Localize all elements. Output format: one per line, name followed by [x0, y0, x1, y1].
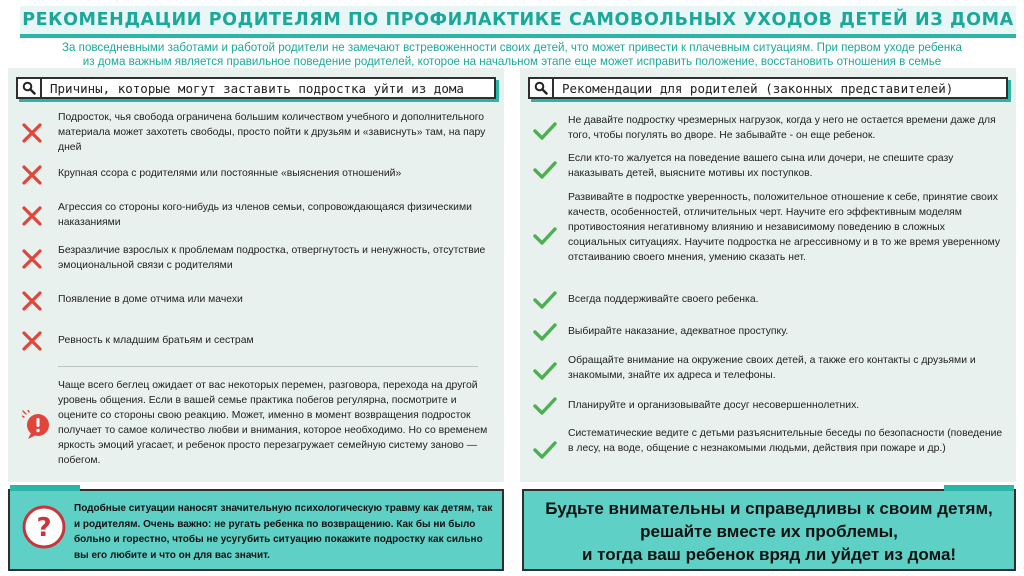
- intro-text: [0, 41, 1024, 68]
- slogan-text: [524, 497, 1014, 566]
- recommendation-text: Если кто-то жалуется на поведение вашего сына или дочери, не спешите сразу наказывать детей, выясните мотивы их поступков.: [568, 153, 954, 179]
- recommendations-panel: [520, 68, 1016, 482]
- svg-text:?: ?: [36, 513, 52, 543]
- check-icon: [533, 396, 557, 416]
- recommendation-text: Систематические ведите с детьми разъяснительные беседы по безопасности (поведение в лесу, на воде, общение с незнакомыми людьми, действия при пожаре и др.): [568, 428, 1003, 454]
- causes-heading: Причины, которые могут заставить подростка уйти из дома: [50, 80, 464, 96]
- recommendation-text: Не давайте подростку чрезмерных нагрузок, когда у него не остается времени даже для того, чтобы погулять во дворе. Не забывайте - он еще ребенок.: [568, 115, 996, 141]
- divider: [58, 366, 478, 367]
- check-icon: [533, 160, 557, 180]
- cross-icon: [21, 164, 43, 186]
- check-icon: [533, 226, 557, 246]
- check-icon: [533, 322, 557, 342]
- check-icon: [533, 361, 557, 381]
- page-title: РЕКОМЕНДАЦИИ РОДИТЕЛЯМ ПО ПРОФИЛАКТИКЕ САМОВОЛЬНЫХ УХОДОВ ДЕТЕЙ ИЗ ДОМА: [22, 10, 1014, 30]
- cause-text: Подросток, чья свобода ограничена большим количеством учебного и дополнительного материала может захотеть свободы, просто пойти к друзьям и «зависнуть» там, на пару дней: [58, 112, 486, 153]
- recommendation-text: Обращайте внимание на окружение своих детей, а также его контакты с друзьями и знакомыми, знайте их адреса и телефоны.: [568, 355, 976, 381]
- causes-panel: [8, 68, 504, 482]
- search-icon: [18, 79, 42, 97]
- cross-icon: [21, 122, 43, 144]
- recommendation-text: Всегда поддерживайте своего ребенка.: [568, 294, 759, 305]
- cause-text: Крупная ссора с родителями или постоянные «выяснения отношений»: [58, 168, 402, 179]
- title-bar: [20, 6, 1016, 38]
- slogan-line-3: и тогда ваш ребенок вряд ли уйдет из дома!: [581, 545, 957, 564]
- box-tab: [10, 485, 80, 491]
- box-tab: [944, 485, 1014, 491]
- recommendation-text: Развивайте в подростке уверенность, положительное отношение к себе, принятие своих качеств, особенностей, отличительных черт. Научите его эффективным моделям противостояния негативному влиянию и независимому поведению в сложных социальных ситуациях. Научите подростка не агрессивному и в то же время уверенному отстаиванию своего мнения, умению сказать нет.: [568, 192, 1001, 263]
- check-icon: [533, 440, 557, 460]
- alert-bubble-icon: [22, 410, 52, 440]
- cross-icon: [21, 330, 43, 352]
- cross-icon: [21, 290, 43, 312]
- recommendations-heading-box: [528, 77, 1008, 99]
- warning-text: Подобные ситуации наносят значительную психологическую травму как детям, так и родителям. Очень важно: не ругать ребенка по возвращению. Как бы ни было больно и горестно, чтобы не усугубить ситуацию покажите подростку как сильно вы его любите и что он для вас значит.: [74, 503, 493, 561]
- slogan-line-1: Будьте внимательны и справедливы к своим детям,: [545, 499, 993, 518]
- check-icon: [533, 290, 557, 310]
- cause-text: Агрессия со стороны кого-нибудь из членов семьи, сопровождающаяся физическими наказаниями: [58, 202, 472, 228]
- slogan-box: [522, 489, 1016, 571]
- cause-text: Безразличие взрослых к проблемам подростка, отвергнутость и ненужность, отсутствие эмоциональной связи с родителями: [58, 245, 486, 271]
- check-icon: [533, 121, 557, 141]
- recommendation-text: Выбирайте наказание, адекватное проступку.: [568, 326, 789, 337]
- cause-text: Ревность к младшим братьям и сестрам: [58, 335, 254, 346]
- cause-text: Появление в доме отчима или мачехи: [58, 294, 243, 305]
- search-icon: [530, 79, 554, 97]
- cross-icon: [21, 248, 43, 270]
- warning-box: [8, 489, 504, 571]
- intro-line-2: из дома важным является правильное поведение родителей, которое на начальном этапе еще может исправить положение, восстановить отношения в семье: [82, 54, 942, 68]
- causes-heading-box: [16, 77, 496, 99]
- recommendation-text: Планируйте и организовывайте досуг несовершеннолетних.: [568, 400, 860, 411]
- question-icon: [22, 505, 66, 549]
- intro-line-1: За повседневными заботами и работой родители не замечают встревоженности своих детей, что может привести к плачевным ситуациям. При первом уходе ребенка: [62, 41, 962, 54]
- slogan-line-2: решайте вместе их проблемы,: [640, 522, 898, 541]
- cross-icon: [21, 205, 43, 227]
- note-text: Чаще всего беглец ожидает от вас некоторых перемен, разговора, перехода на другой уровень общения. Если в вашей семье практика побегов регулярна, посмотрите и оцените со стороны свою реакцию. Может, именно в момент возвращения подросток получает то самое количество любви и внимания, которое необходимо. Но со временем яркость эмоций угасает, и ребенок просто перезагружает семейную систему заново — побегом.: [58, 380, 488, 466]
- recommendations-heading: Рекомендации для родителей (законных представителей): [562, 80, 954, 96]
